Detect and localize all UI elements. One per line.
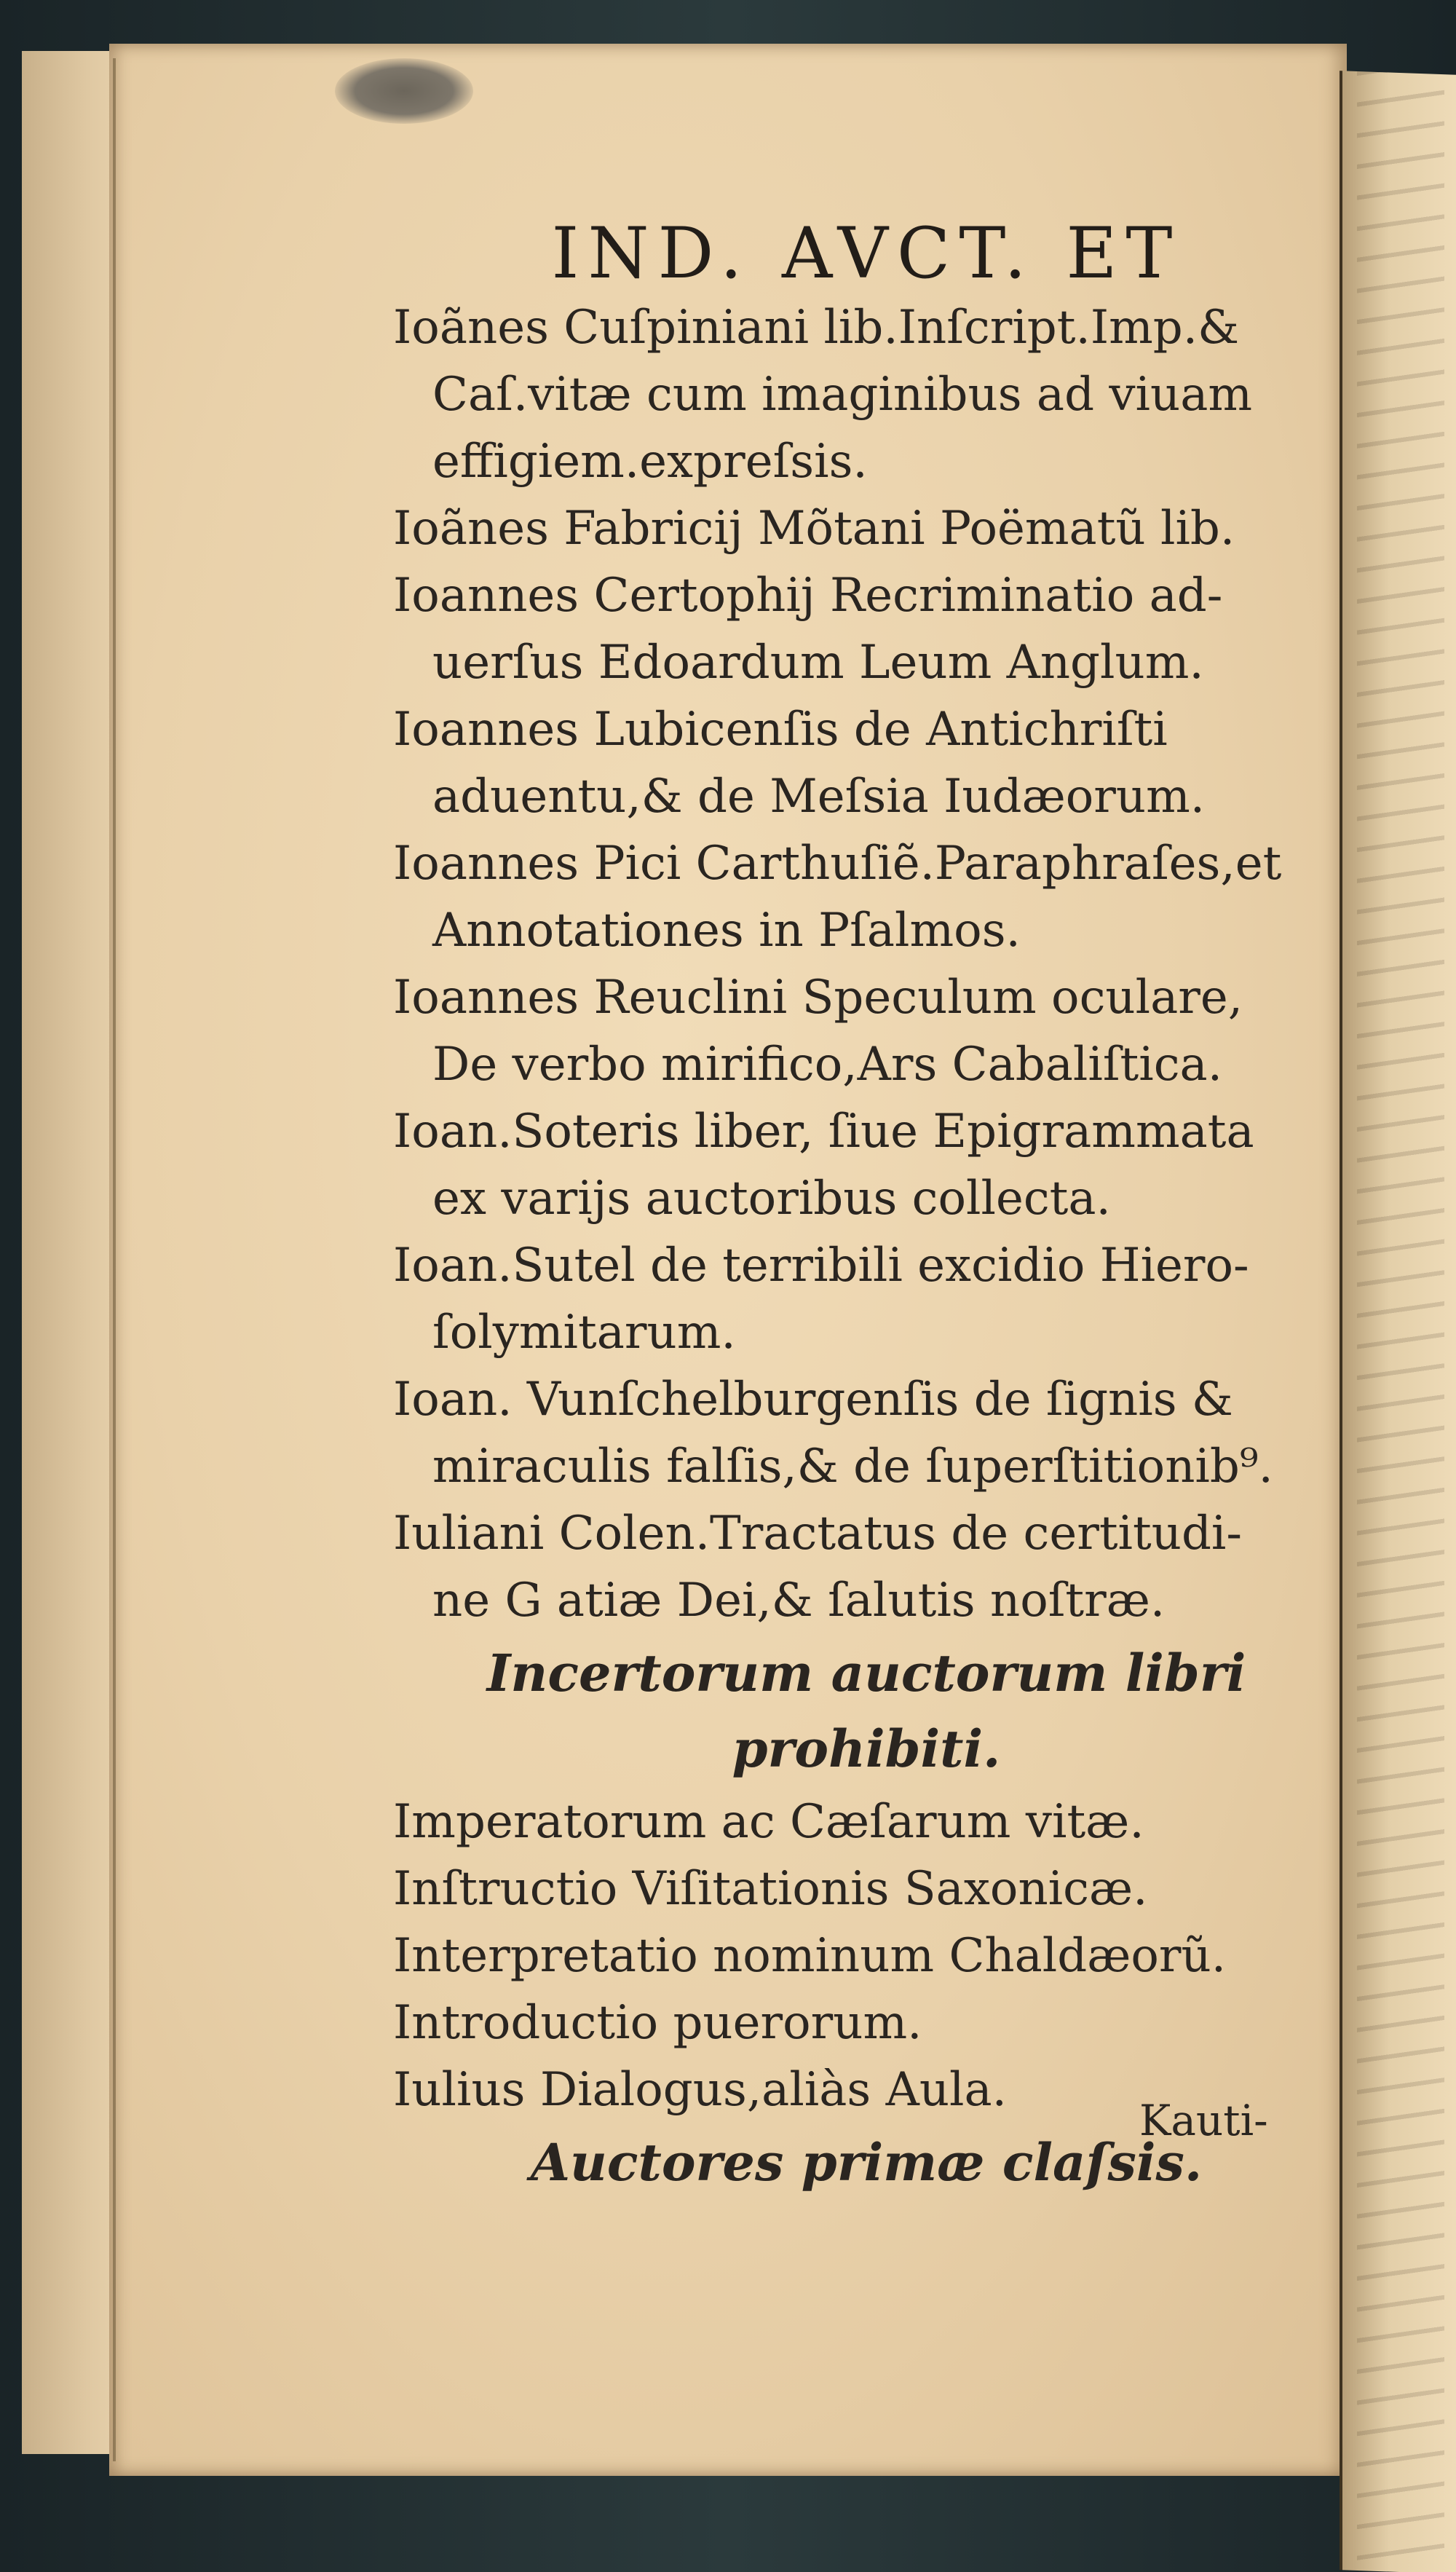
ink-stain (335, 58, 473, 124)
entry-line: uerſus Edoardum Leum Anglum. (432, 636, 1204, 690)
entry (393, 1855, 1340, 1922)
entry (393, 1788, 1340, 1855)
entry (393, 1922, 1340, 1989)
entry (393, 562, 1340, 696)
entry-line: Ioan. Vunſchelburgenſis de ſignis & (393, 1373, 1233, 1427)
page-header: IND. AVCT. ET (551, 213, 1182, 294)
catchword: Kauti- (1139, 2096, 1268, 2145)
entry-line: Introductio puerorum. (393, 1996, 922, 2050)
entry-line: Ioan.Soteris liber, ſiue Epigrammata (393, 1105, 1254, 1159)
facing-page (1340, 71, 1456, 2572)
section-heading: prohibiti. (732, 1719, 1001, 1779)
entry-line: De verbo mirifico,Ars Cabaliſtica. (432, 1038, 1223, 1092)
entry-line: Inſtructio Viſitationis Saxonicæ. (393, 1862, 1148, 1916)
entry-line: miraculis falſis,& de ſuperſtitionib⁹. (432, 1440, 1273, 1494)
entry-line: Ioãnes Cuſpiniani lib.Inſcript.Imp.& (393, 301, 1240, 355)
entry (393, 1500, 1340, 1634)
entry-line: Annotationes in Pſalmos. (432, 904, 1021, 958)
entry (393, 495, 1340, 562)
entry-line: Ioannes Pici Carthuſiẽ.Paraphraſes,et (393, 837, 1282, 891)
entry-line: Iuliani Colen.Tractatus de certitudi- (393, 1507, 1242, 1561)
entry-line: effigiem.expreſsis. (432, 435, 868, 489)
entry-line: Ioannes Certophij Recriminatio ad- (393, 569, 1223, 623)
entry (393, 1098, 1340, 1232)
entry (393, 1989, 1340, 2056)
entry-line: Ioãnes Fabricij Mõtani Poëmatũ lib. (393, 502, 1235, 556)
entry (393, 1232, 1340, 1366)
text-block (393, 213, 1340, 2202)
entry (393, 964, 1340, 1098)
entry-line: Imperatorum ac Cæſarum vitæ. (393, 1795, 1144, 1849)
entry-line: ex varijs auctoribus collecta. (432, 1172, 1111, 1226)
entry-line: ne G atiæ Dei,& ſalutis noſtræ. (432, 1574, 1166, 1628)
entry (393, 1366, 1340, 1500)
entry-line: Ioannes Reuclini Speculum oculare, (393, 971, 1243, 1025)
entry-line: ſolymitarum. (432, 1306, 736, 1360)
section-heading: Incertorum auctorum libri (486, 1643, 1246, 1703)
entry (393, 294, 1340, 495)
facing-page-text-shadow (1357, 71, 1444, 2572)
page-fold-line (113, 58, 116, 2461)
entry-line: Iulius Dialogus,aliàs Aula. (393, 2063, 1007, 2117)
section-heading: Auctores primæ claſsis. (530, 2132, 1203, 2193)
entry-line: Caſ.vitæ cum imaginibus ad viuam (432, 368, 1253, 422)
entry (393, 696, 1340, 830)
entry (393, 830, 1340, 964)
entry-line: Ioannes Lubicenſis de Antichriſti (393, 703, 1168, 757)
entry-line: aduentu,& de Meſsia Iudæorum. (432, 770, 1206, 824)
entry-line: Interpretatio nominum Chaldæorũ. (393, 1929, 1227, 1983)
entry-line: Ioan.Sutel de terribili excidio Hiero- (393, 1239, 1249, 1293)
